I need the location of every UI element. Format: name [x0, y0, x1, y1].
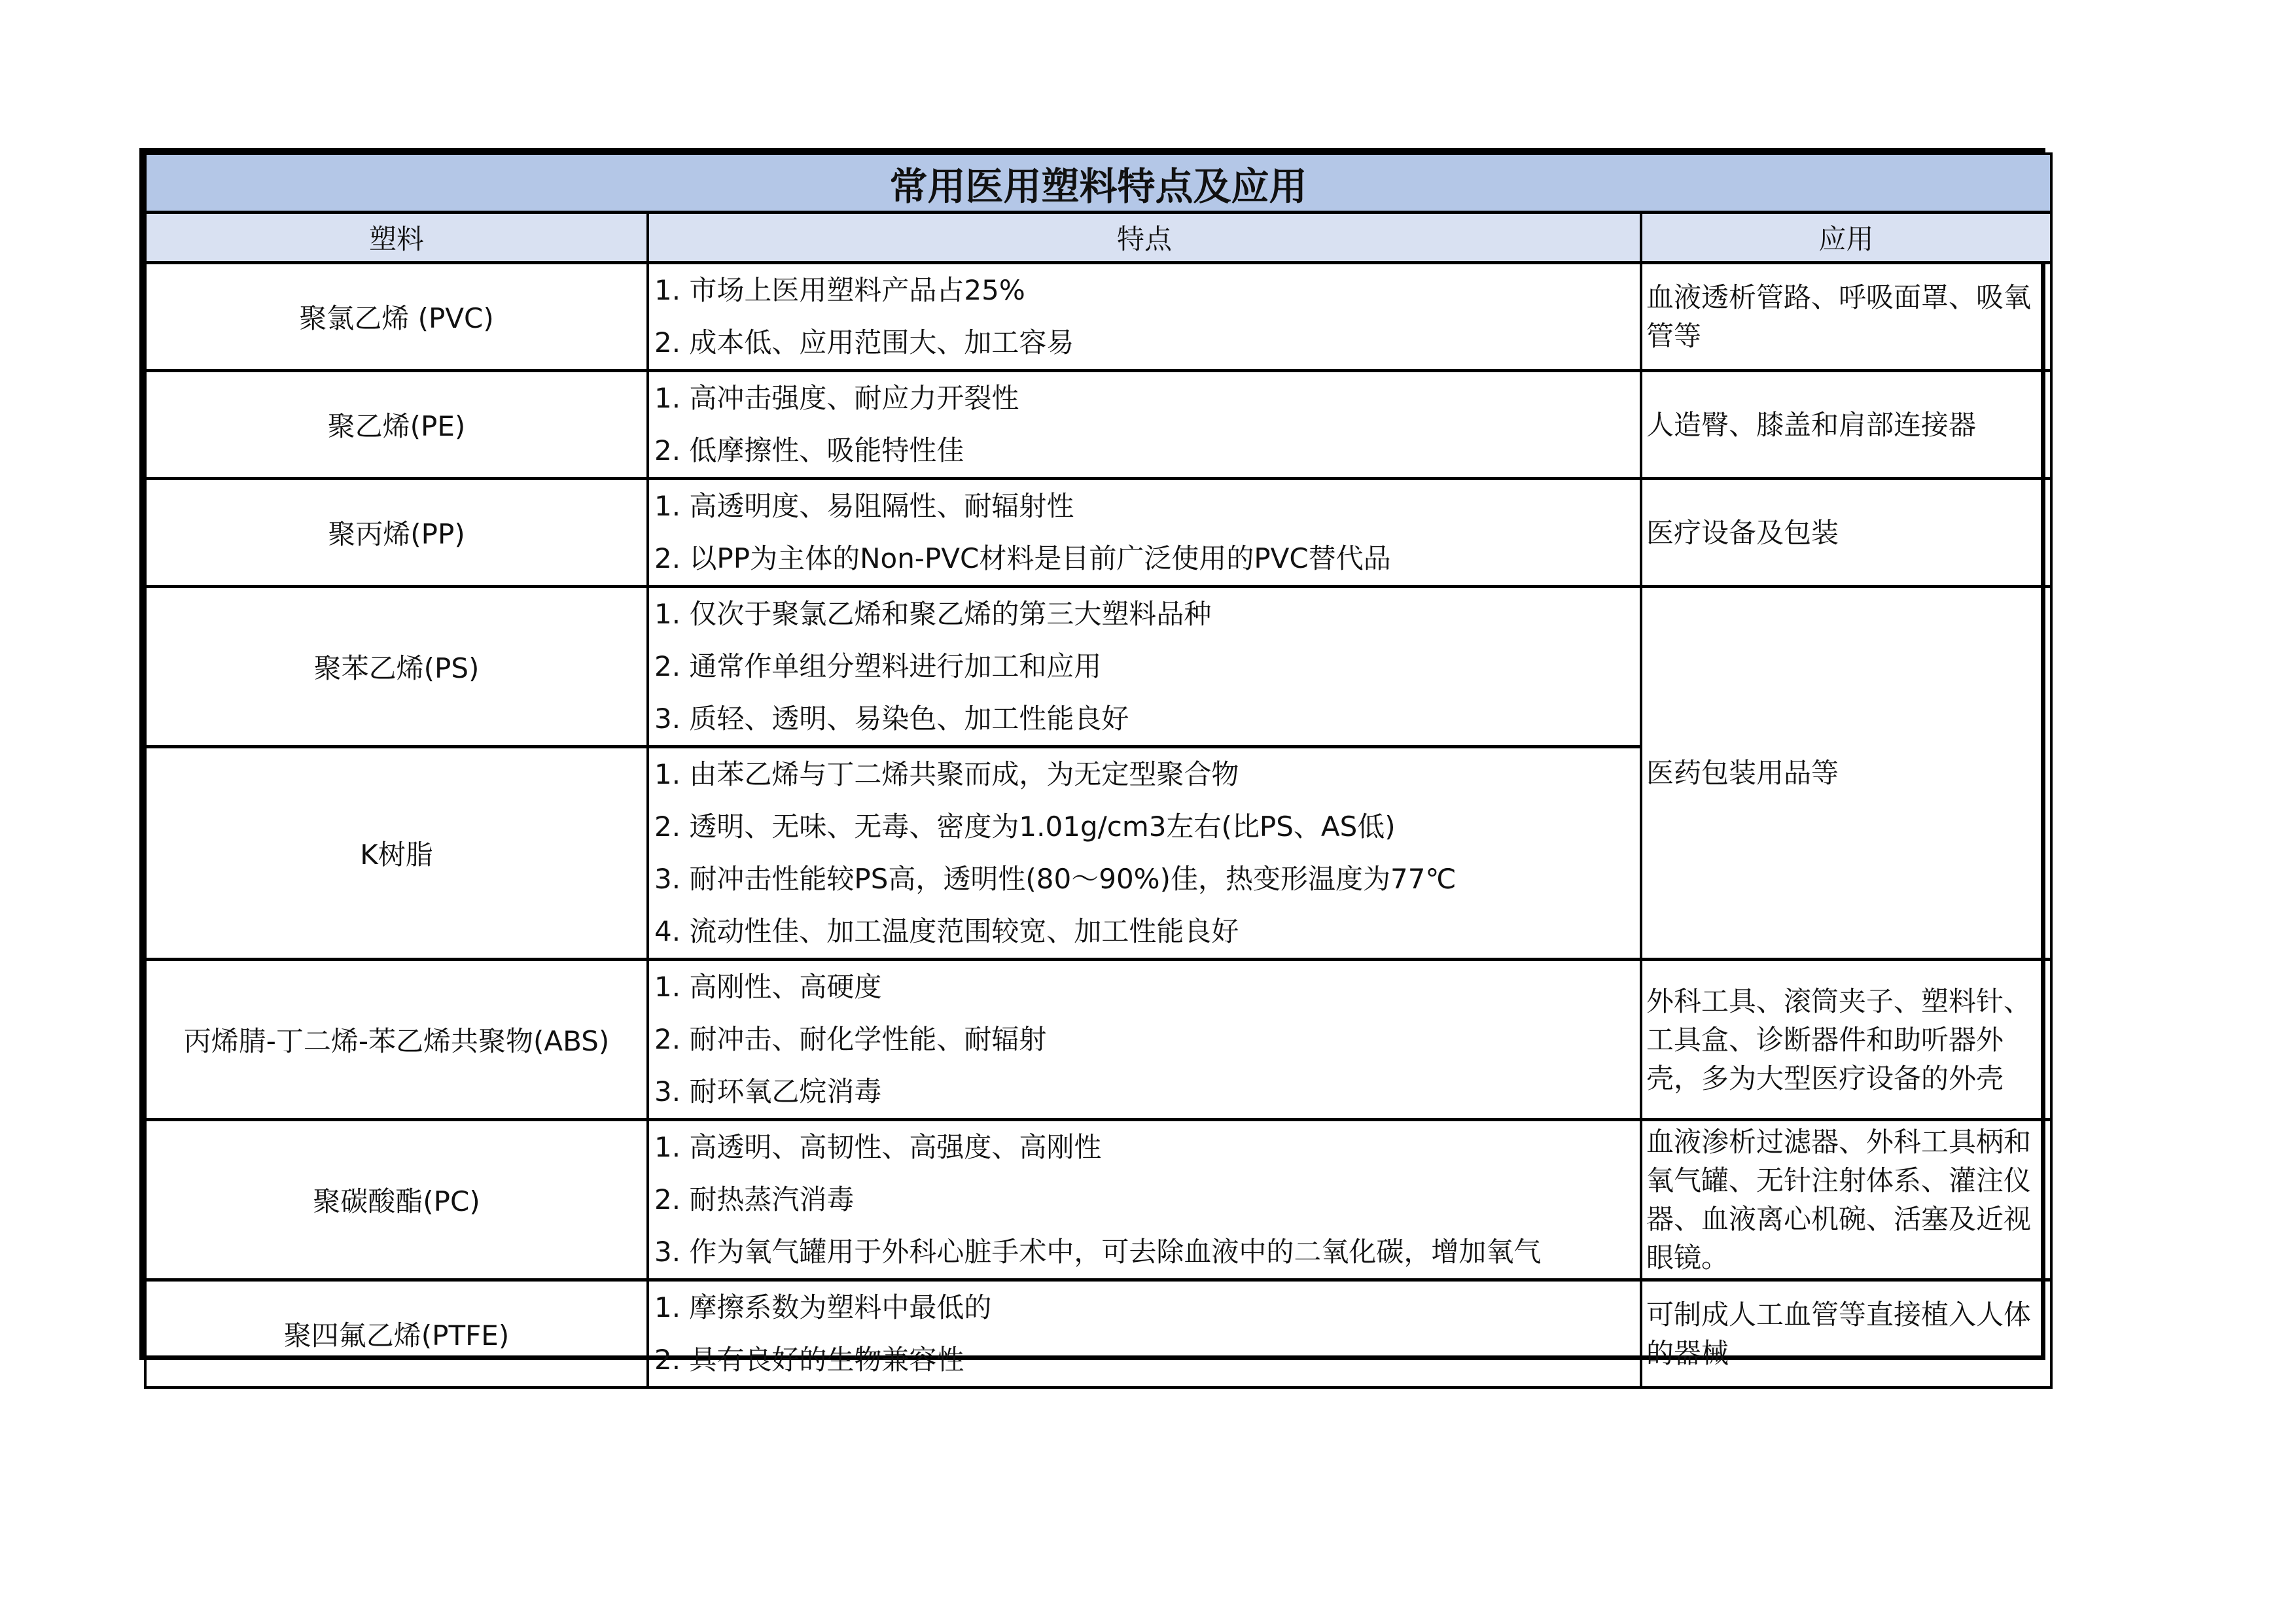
features-cell: [648, 263, 1641, 371]
feature-item: 2. 透明、无味、无毒、密度为1.01g/cm3左右(比PS、AS低): [654, 811, 1396, 843]
plastics-table: [144, 152, 2053, 1389]
feature-item: 1. 摩擦系数为塑料中最低的: [654, 1291, 992, 1323]
table-row: [145, 371, 2051, 479]
table-row: [145, 960, 2051, 1120]
feature-item: 1. 高透明、高韧性、高强度、高刚性: [654, 1131, 1102, 1163]
feature-item: 3. 耐冲击性能较PS高，透明性(80～90%)佳，热变形温度为77℃: [654, 863, 1457, 895]
feature-item: 4. 流动性佳、加工温度范围较宽、加工性能良好: [654, 915, 1239, 947]
plastic-name-cell: 丙烯腈-丁二烯-苯乙烯共聚物(ABS): [145, 960, 648, 1120]
column-header-application: 应用: [1641, 213, 2051, 263]
plastic-name-cell: 聚氯乙烯 (PVC): [145, 263, 648, 371]
feature-item: 2. 通常作单组分塑料进行加工和应用: [654, 650, 1102, 682]
application-cell: 可制成人工血管等直接植入人体的器械: [1641, 1280, 2051, 1388]
feature-item: 2. 低摩擦性、吸能特性佳: [654, 434, 964, 466]
feature-item: 2. 具有良好的生物兼容性: [654, 1344, 964, 1376]
feature-item: 3. 耐环氧乙烷消毒: [654, 1075, 882, 1108]
plastic-name-cell: 聚苯乙烯(PS): [145, 587, 648, 747]
feature-item: 2. 以PP为主体的Non-PVC材料是目前广泛使用的PVC替代品: [654, 542, 1391, 574]
plastics-table-container: [139, 148, 2045, 1376]
feature-item: 2. 耐热蒸汽消毒: [654, 1183, 855, 1215]
feature-item: 1. 高冲击强度、耐应力开裂性: [654, 382, 1019, 414]
features-cell: [648, 1280, 1641, 1388]
features-cell: [648, 960, 1641, 1120]
features-cell: [648, 371, 1641, 479]
features-cell: [648, 1120, 1641, 1280]
table-row: [145, 263, 2051, 371]
table-row: [145, 479, 2051, 587]
table-row: [145, 1120, 2051, 1280]
application-cell: 人造臀、膝盖和肩部连接器: [1641, 371, 2051, 479]
feature-item: 1. 高刚性、高硬度: [654, 971, 882, 1003]
features-cell: [648, 479, 1641, 587]
plastic-name-cell: 聚丙烯(PP): [145, 479, 648, 587]
features-cell: [648, 587, 1641, 747]
feature-item: 2. 耐冲击、耐化学性能、耐辐射: [654, 1023, 1047, 1055]
column-header-features: 特点: [648, 213, 1641, 263]
feature-item: 1. 由苯乙烯与丁二烯共聚而成，为无定型聚合物: [654, 758, 1239, 790]
table-title: 常用医用塑料特点及应用: [145, 154, 2051, 213]
feature-item: 1. 市场上医用塑料产品占25%: [654, 274, 1025, 306]
application-cell: 医疗设备及包装: [1641, 479, 2051, 587]
feature-item: 1. 仅次于聚氯乙烯和聚乙烯的第三大塑料品种: [654, 598, 1212, 630]
features-cell: [648, 747, 1641, 960]
application-cell: 血液渗析过滤器、外科工具柄和氧气罐、无针注射体系、灌注仪器、血液离心机碗、活塞及近视眼镜。: [1641, 1120, 2051, 1280]
table-row: [145, 587, 2051, 747]
feature-item: 3. 质轻、透明、易染色、加工性能良好: [654, 703, 1129, 735]
feature-item: 1. 高透明度、易阻隔性、耐辐射性: [654, 490, 1074, 522]
feature-item: 3. 作为氧气罐用于外科心脏手术中，可去除血液中的二氧化碳，增加氧气: [654, 1236, 1542, 1268]
application-cell: 医药包装用品等: [1641, 587, 2051, 960]
plastic-name-cell: 聚乙烯(PE): [145, 371, 648, 479]
column-header-plastic: 塑料: [145, 213, 648, 263]
application-cell: 血液透析管路、呼吸面罩、吸氧管等: [1641, 263, 2051, 371]
plastic-name-cell: 聚四氟乙烯(PTFE): [145, 1280, 648, 1388]
plastic-name-cell: K树脂: [145, 747, 648, 960]
plastic-name-cell: 聚碳酸酯(PC): [145, 1120, 648, 1280]
application-cell: 外科工具、滚筒夹子、塑料针、工具盒、诊断器件和助听器外壳，多为大型医疗设备的外壳: [1641, 960, 2051, 1120]
table-row: [145, 1280, 2051, 1388]
feature-item: 2. 成本低、应用范围大、加工容易: [654, 326, 1074, 358]
